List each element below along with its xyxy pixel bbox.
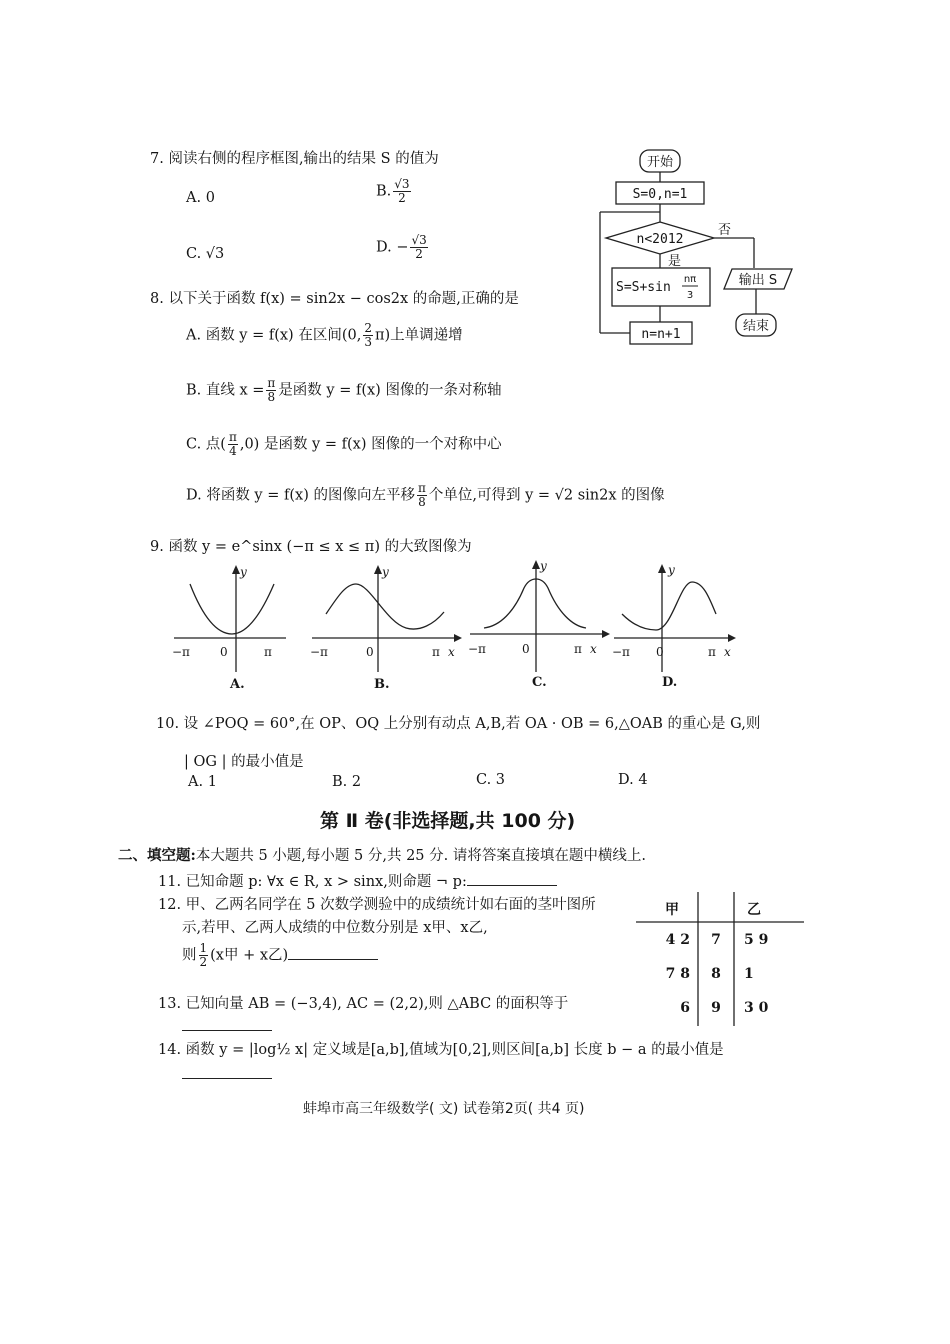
graph-d-x: x xyxy=(724,645,731,659)
q8-option-d: D. 将函数 y = f(x) 的图像向左平移 $\frac{\pi}{8}$ 个单位,可得到 y = √2 sin2x 的图像 xyxy=(186,481,665,509)
graph-d-y: y xyxy=(668,563,675,577)
graph-c-x: x xyxy=(590,642,597,656)
stem-row-3-left: 6 xyxy=(680,1000,690,1016)
q8-option-c: C. 点( $\frac{\pi}{4}$ ,0) 是函数 y = f(x) 图像的一个对称中心 xyxy=(186,430,502,458)
graph-b-x: x xyxy=(448,645,455,659)
stem-row-3-stem: 9 xyxy=(711,1000,721,1016)
graph-c-pos: π xyxy=(574,642,582,656)
q11-answer-blank[interactable] xyxy=(467,873,557,886)
q11-stem: 11. 已知命题 p: ∀x ∈ R, x > sinx,则命题 ¬ p: xyxy=(158,870,557,891)
graph-a-zero: 0 xyxy=(220,645,228,659)
stem-row-3-right: 3 0 xyxy=(744,1000,769,1016)
q10-stem-line1: 10. 设 ∠POQ = 60°,在 OP、OQ 上分别有动点 A,B,若 OA · OB = 6,△OAB 的重心是 G,则 xyxy=(156,716,761,732)
q7-stem: 7. 阅读右侧的程序框图,输出的结果 S 的值为 xyxy=(150,151,439,167)
flow-body-num: nπ xyxy=(683,274,697,285)
q9-graph-d xyxy=(612,560,742,692)
flow-no: 否 xyxy=(718,223,732,238)
graph-c-y: y xyxy=(540,559,547,573)
q10-option-d: D. 4 xyxy=(618,772,648,788)
stem-row-2-right: 1 xyxy=(744,966,754,982)
q8-stem: 8. 以下关于函数 f(x) = sin2x − cos2x 的命题,正确的是 xyxy=(150,291,519,307)
flow-condition: n<2012 xyxy=(636,232,684,247)
stem-left-head: 甲 xyxy=(665,902,679,918)
flow-start: 开始 xyxy=(646,155,674,170)
stem-row-2-stem: 8 xyxy=(711,966,721,982)
q8-option-a: A. 函数 y = f(x) 在区间(0, $\frac{2}{3}$ π)上单调递增 xyxy=(186,321,463,349)
q10-option-c: C. 3 xyxy=(476,772,506,788)
q7-option-d: D. − $\frac{√3}{2}$ xyxy=(376,233,427,261)
flow-yes: 是 xyxy=(668,254,682,269)
q12-line3: 则 $\frac{1}{2}$ (x甲 + x乙) xyxy=(182,942,378,969)
q9-stem: 9. 函数 y = e^sinx (−π ≤ x ≤ π) 的大致图像为 xyxy=(150,539,472,555)
stem-row-1-left: 4 2 xyxy=(665,932,690,948)
graph-a-y: y xyxy=(240,565,247,579)
flow-output: 输出 S xyxy=(738,273,778,288)
program-flowchart xyxy=(596,146,816,356)
graph-c-label: C. xyxy=(532,675,547,690)
q7-option-a: A. 0 xyxy=(186,190,215,206)
flow-body: S=S+sin xyxy=(616,280,671,295)
graph-a-label: A. xyxy=(230,677,245,692)
stem-row-1-right: 5 9 xyxy=(744,932,769,948)
q9-graph-a xyxy=(170,562,290,692)
graph-b-pos: π xyxy=(432,645,440,659)
q13-stem: 13. 已知向量 AB = (−3,4), AC = (2,2),则 △ABC 的面积等于 xyxy=(158,996,569,1012)
graph-a-pos: π xyxy=(264,645,272,659)
flow-end: 结束 xyxy=(742,319,770,334)
stem-row-2-left: 7 8 xyxy=(665,966,690,982)
page-footer: 蚌埠市高三年级数学( 文) 试卷第2页( 共4 页) xyxy=(303,1101,585,1117)
q12-answer-blank[interactable] xyxy=(288,947,378,960)
graph-c-zero: 0 xyxy=(522,642,530,656)
graph-b-label: B. xyxy=(374,677,390,692)
q12-line1: 12. 甲、乙两名同学在 5 次数学测验中的成绩统计如右面的茎叶图所 xyxy=(158,897,596,913)
q13-answer-blank[interactable] xyxy=(182,1016,272,1035)
graph-b-neg: −π xyxy=(310,645,328,659)
q7-option-c: C. √3 xyxy=(186,246,225,262)
flow-body-den: 3 xyxy=(686,290,694,301)
graph-b-y: y xyxy=(382,565,389,579)
stem-right-head: 乙 xyxy=(747,902,761,918)
graph-b-zero: 0 xyxy=(366,645,374,659)
stem-row-1-stem: 7 xyxy=(711,932,721,948)
q8-option-b: B. 直线 x = $\frac{\pi}{8}$ 是函数 y = f(x) 图像的一条对称轴 xyxy=(186,376,502,404)
flow-init: S=0,n=1 xyxy=(632,187,688,202)
section-2-instructions: 二、填空题:本大题共 5 小题,每小题 5 分,共 25 分. 请将答案直接填在题中横线上. xyxy=(118,847,646,864)
graph-c-neg: −π xyxy=(468,642,486,656)
graph-d-label: D. xyxy=(662,675,678,690)
q7-option-b: B. $\frac{√3}{2}$ xyxy=(376,177,410,205)
q10-option-b: B. 2 xyxy=(332,774,362,790)
flow-increment: n=n+1 xyxy=(641,327,681,342)
graph-a-neg: −π xyxy=(172,645,190,659)
q10-option-a: A. 1 xyxy=(188,774,217,790)
q14-stem: 14. 函数 y = |log½ x| 定义域是[a,b],值域为[0,2],则区间[a,b] 长度 b − a 的最小值是 xyxy=(158,1042,724,1058)
stem-leaf-plot xyxy=(636,892,806,1032)
graph-d-zero: 0 xyxy=(656,645,664,659)
q12-line2: 示,若甲、乙两人成绩的中位数分别是 x甲、x乙, xyxy=(182,920,488,936)
q9-graph-c xyxy=(466,556,618,692)
q14-answer-blank[interactable] xyxy=(182,1064,272,1083)
q9-graph-b xyxy=(308,562,468,692)
q10-stem-line2: | OG | 的最小值是 xyxy=(184,754,304,770)
graph-d-neg: −π xyxy=(612,645,630,659)
section-2-title: 第 Ⅱ 卷(非选择题,共 100 分) xyxy=(320,810,576,832)
graph-d-pos: π xyxy=(708,645,716,659)
